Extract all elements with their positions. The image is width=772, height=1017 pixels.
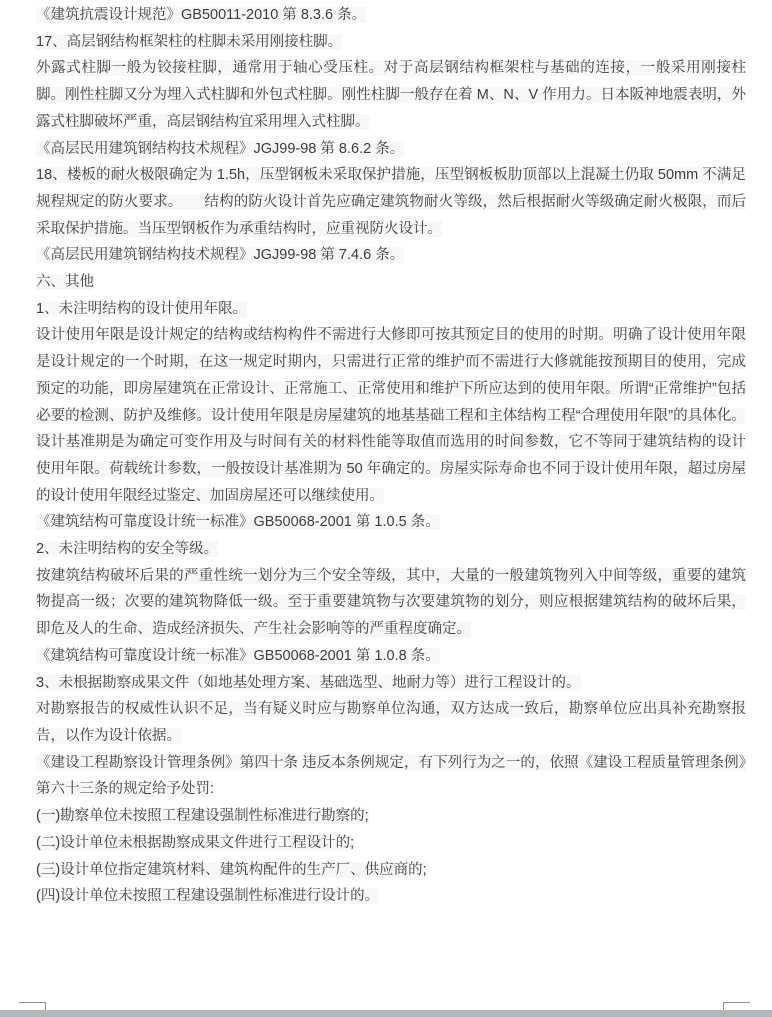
paragraph-item-17-heading — [36, 29, 746, 56]
paragraph-citation-reliability-standard-108 — [36, 643, 746, 670]
paragraph-text: 1、未注明结构的设计使用年限。 — [36, 300, 248, 317]
paragraph-text: 17、高层钢结构框架柱的柱脚未采用刚接柱脚。 — [36, 33, 343, 50]
paragraph-text: 《建筑结构可靠度设计统一标准》GB50068-2001 第 1.0.8 条。 — [36, 647, 440, 664]
paragraph-text: (二)设计单位未根据勘察成果文件进行工程设计的; — [36, 834, 355, 851]
paragraph-text: (四)设计单位未按照工程建设强制性标准进行设计的。 — [36, 888, 380, 905]
paragraph-item-3-heading — [36, 670, 746, 697]
paragraph-text: 对勘察报告的权威性认识不足，当有疑义时应与勘察单位沟通，双方达成一致后，勘察单位应出具补充勘察报告，以作为设计依据。 — [36, 701, 746, 744]
paragraph-text: 3、未根据勘察成果文件（如地基处理方案、基础选型、地耐力等）进行工程设计的。 — [36, 674, 581, 691]
paragraph-item-1-heading — [36, 296, 746, 323]
paragraph-section-heading-six-others — [36, 269, 746, 296]
paragraph-text: 《高层民用建筑钢结构技术规程》JGJ99-98 第 7.4.6 条。 — [36, 247, 405, 264]
paragraph-penalty-list-item-1 — [36, 803, 746, 830]
paragraph-text: 《建筑结构可靠度设计统一标准》GB50068-2001 第 1.0.5 条。 — [36, 514, 440, 531]
paragraph-text: 2、未注明结构的安全等级。 — [36, 541, 219, 558]
paragraph-text: 六、其他 — [36, 274, 94, 291]
paragraph-item-1-body — [36, 322, 746, 509]
paragraph-regulation-clause-40 — [36, 750, 746, 803]
paragraph-item-2-heading — [36, 536, 746, 563]
page-boundary-bar — [0, 1010, 772, 1017]
paragraph-item-2-body — [36, 563, 746, 643]
paragraph-text: 18、楼板的耐火极限确定为 1.5h，压型钢板未采取保护措施，压型钢板板肋顶部以上混凝土仍取 50mm 不满足规程规定的防火要求。 结构的防火设计首先应确定建筑物耐火等级，然后根据耐火等级确定耐火极限，而后采取保护措施。当压型钢板作为承重结构时，应重视防火设计。 — [36, 167, 746, 237]
paragraph-text: 《建筑抗震设计规范》GB50011-2010 第 8.3.6 条。 — [36, 7, 367, 23]
paragraph-text: 《高层民用建筑钢结构技术规程》JGJ99-98 第 8.6.2 条。 — [36, 140, 405, 157]
paragraph-item-18-body — [36, 162, 746, 242]
paragraph-text: 《建设工程勘察设计管理条例》第四十条 违反本条例规定，有下列行为之一的，依照《建设工程质量管理条例》第六十三条的规定给予处罚: — [36, 754, 746, 798]
paragraph-citation-steel-structure-code-746 — [36, 242, 746, 269]
paragraph-text: (一)勘察单位未按照工程建设强制性标准进行勘察的; — [36, 808, 369, 825]
paragraph-penalty-list-item-4 — [36, 883, 746, 910]
paragraph-item-3-body — [36, 696, 746, 749]
paragraph-text: (三)设计单位指定建筑材料、建筑构配件的生产厂、供应商的; — [36, 861, 427, 878]
paragraph-text: 按建筑结构破坏后果的严重性统一划分为三个安全等级，其中，大量的一般建筑物列入中间等级，重要的建筑物提高一级；次要的建筑物降低一级。至于重要建筑物与次要建筑物的划分，则应根据建筑结构的破坏后果，即危及人的生命、造成经济损失、产生社会影响等的严重程度确定。 — [36, 567, 746, 638]
paragraph-text: 设计使用年限是设计规定的结构或结构构件不需进行大修即可按其预定目的使用的时期。明确了设计使用年限是设计规定的一个时期，在这一规定时期内，只需进行正常的维护而不需进行大修就能按预期目的使用，完成预定的功能，即房屋建筑在正常设计、正常施工、正常使用和维护下所应达到的使用年限。所谓“正常维护”包括必要的检测、防护及维修。设计使用年限是房屋建筑的地基基础工程和主体结构工程“合理使用年限”的具体化。设计基准期是为确定可变作用及与时间有关的材料性能等取值而选用的时间参数，它不等同于建筑结构的设计使用年限。荷载统计参数，一般按设计基准期为 50 年确定的。房屋实际寿命也不同于设计使用年限，超过房屋的设计使用年限经过鉴定、加固房屋还可以继续使用。 — [36, 327, 746, 504]
paragraph-penalty-list-item-2 — [36, 830, 746, 857]
paragraph-citation-seismic-code — [36, 2, 746, 29]
paragraph-citation-reliability-standard-105 — [36, 509, 746, 536]
document-body — [36, 2, 746, 910]
paragraph-item-17-body — [36, 55, 746, 135]
paragraph-penalty-list-item-3 — [36, 857, 746, 884]
paragraph-text: 外露式柱脚一般为铰接柱脚，通常用于轴心受压柱。对于高层钢结构框架柱与基础的连接，一般采用刚接柱脚。刚性柱脚又分为埋入式柱脚和外包式柱脚。刚性柱脚一般存在着 M、N、V 作用力。日本阪神地震表明，外露式柱脚破坏严重，高层钢结构宜采用埋入式柱脚。 — [36, 60, 746, 130]
paragraph-citation-steel-structure-code-862 — [36, 136, 746, 163]
